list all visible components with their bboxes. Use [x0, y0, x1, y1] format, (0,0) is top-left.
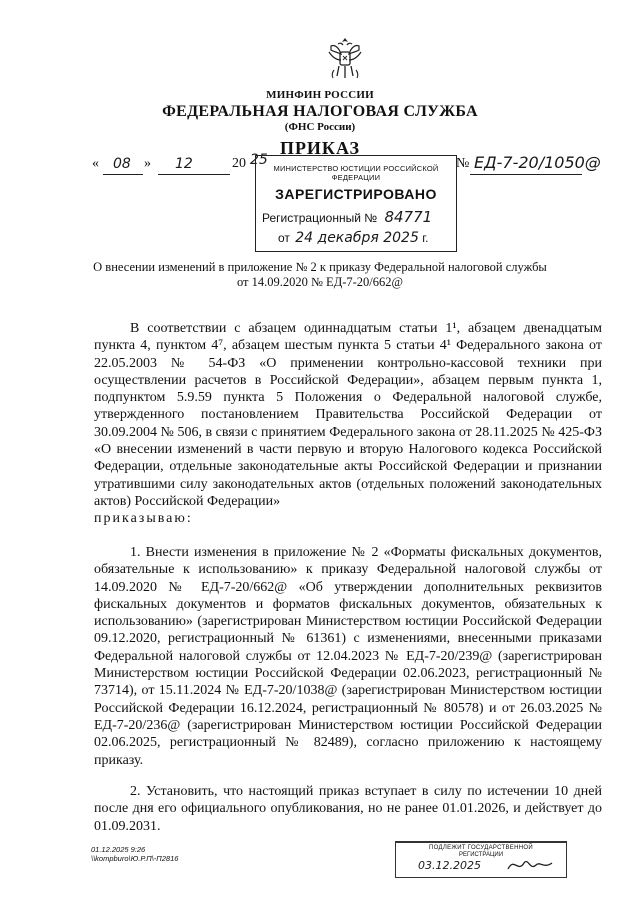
date-year-suffix: 25	[250, 152, 268, 168]
stamp-number-value: 84771	[384, 208, 433, 226]
ministry-label: МИНФИН РОССИИ	[266, 89, 374, 101]
stamp-date-prefix: от	[278, 231, 290, 245]
service-abbreviation: (ФНС России)	[284, 121, 356, 133]
signature-scribble	[506, 855, 556, 875]
date-month: 12	[175, 156, 193, 172]
clause-1-paragraph	[94, 544, 602, 769]
service-name: ФЕДЕРАЛЬНАЯ НАЛОГОВАЯ СЛУЖБА	[162, 103, 478, 120]
reg-stamp-date: 03.12.2025	[418, 859, 481, 872]
stamp-date-row	[278, 230, 428, 246]
clause-2-text: 2. Установить, что настоящий приказ вступает в силу по истечении 10 дней после дня его официального опубликования, но не ранее 01.01.2026, и действует до 01.09.2031.	[94, 784, 602, 834]
file-footer	[91, 845, 178, 863]
number-underline	[470, 174, 582, 175]
date-year-prefix: 20	[232, 156, 246, 171]
footer-timestamp: 01.12.2025 9:26	[91, 845, 146, 854]
number-sign: №	[456, 156, 470, 171]
subject-line-1: О внесении изменений в приложение № 2 к приказу Федеральной налоговой службы	[93, 260, 547, 274]
reg-stamp-line-2: РЕГИСТРАЦИИ	[458, 852, 504, 858]
month-underline	[158, 174, 230, 175]
stamp-ministry: МИНИСТЕРСТВО ЮСТИЦИИ РОССИЙСКОЙ ФЕДЕРАЦИИ	[273, 164, 439, 182]
preamble-paragraph	[94, 320, 602, 528]
stamp-date-suffix: г.	[422, 231, 429, 245]
order-number: ЕД-7-20/1050@	[474, 153, 601, 172]
justice-registration-stamp	[255, 155, 457, 252]
stamp-number-label: Регистрационный №	[262, 211, 378, 225]
clause-1-text: 1. Внести изменения в приложение № 2 «Форматы фискальных документов, обязательные к использованию» к приказу Федеральной налоговой службы от 14.09.2020 № ЕД-7-20/662@ «Об утверждении дополнительных реквизитов фискальных документов и форматов фискальных документов, обязательных к использованию» (зарегистрирован Министерством юстиции Российской Федерации 09.12.2020, регистрационный № 61361) с изменениями, внесенными приказами Федеральной налоговой службы от 12.04.2023 № ЕД-7-20/239@ (зарегистрирован Министерством юстиции Российской Федерации 02.06.2023, регистрационный № 73714), от 15.11.2024 № ЕД-7-20/1038@ (зарегистрирован Министерством юстиции Российской Федерации 16.12.2024, регистрационный № 80578) и от 26.03.2025 № ЕД-7-20/236@ (зарегистрирован Министерством юстиции Российской Федерации 02.06.2025, регистрационный № 82489), согласно приложению к настоящему приказу.	[94, 545, 602, 768]
coat-of-arms-emblem	[325, 34, 365, 84]
date-close-quote: »	[144, 156, 151, 171]
reg-stamp-line-1: ПОДЛЕЖИТ ГОСУДАРСТВЕННОЙ	[429, 845, 533, 851]
footer-path: \\kompburo\Ю.Р.П\-П2816	[91, 854, 179, 863]
stamp-number-row	[262, 208, 432, 226]
date-open-quote: «	[92, 156, 99, 171]
preamble-text: В соответствии с абзацем одиннадцатым статьи 1¹, абзацем двенадцатым пункта 4, пунктом 4⁷, абзацем шестым пункта 5 статьи 4¹ Федерального закона от 22.05.2003 № 54-ФЗ «О применении контрольно-кассовой техники при осуществлении расчетов в Российской Федерации», абзацем первым пункта 1, подпунктом 5.9.59 пункта 5 Положения о Федеральной налоговой службе, утвержденного постановлением Правительства Российской Федерации от 30.09.2004 № 506, в связи с принятием Федерального закона от 28.11.2025 № 425-ФЗ «О внесении изменений в части первую и вторую Налогового кодекса Российской Федерации, отдельные законодательные акты Российской Федерации и признании утратившими силу законодательных актов (отдельных положений законодательных актов) Российской Федерации»	[94, 321, 602, 509]
order-subject	[80, 260, 560, 290]
clause-2-paragraph	[94, 783, 602, 835]
document-type-title: ПРИКАЗ	[279, 138, 361, 158]
subject-line-2: от 14.09.2020 № ЕД-7-20/662@	[236, 275, 404, 289]
state-registration-stamp	[395, 841, 567, 878]
stamp-date-value: 24 декабря 2025	[295, 230, 419, 246]
date-day: 08	[113, 156, 131, 172]
order-word: приказываю:	[94, 511, 193, 527]
day-underline	[103, 174, 143, 175]
stamp-status: ЗАРЕГИСТРИРОВАНО	[275, 186, 437, 202]
